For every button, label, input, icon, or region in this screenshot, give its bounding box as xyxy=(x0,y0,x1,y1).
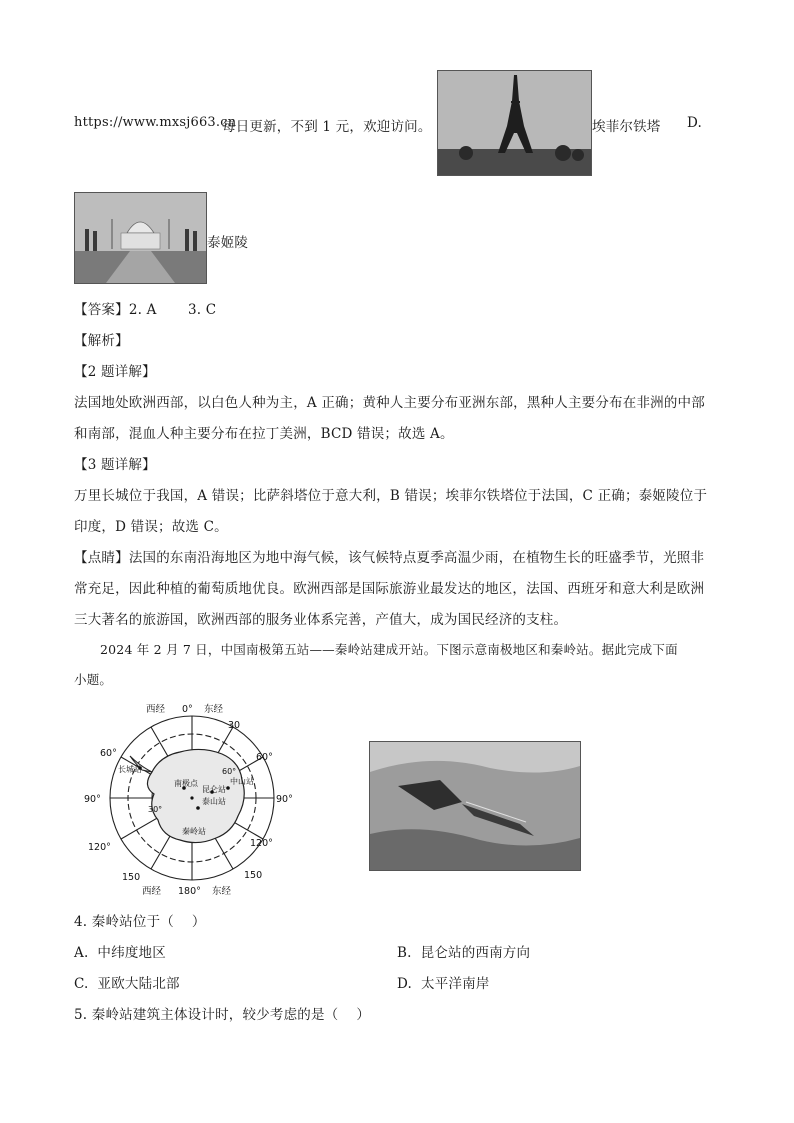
q4-stem: 4. 秦岭站位于（ ） xyxy=(74,914,206,930)
map-bottom-left: 西经 xyxy=(142,886,162,897)
tip-text1: 法国的东南沿海地区为地中海气候，该气候特点夏季高温少雨，在植物生长的旺盛季节，光照非 xyxy=(128,550,705,566)
map-deg-90-right: 90° xyxy=(276,794,293,805)
q2-line1: 法国地处欧洲西部，以白色人种为主，A 正确；黄种人主要分布亚洲东部，黑种人主要分布在非洲的中部 xyxy=(74,395,705,411)
q3-line1: 万里长城位于我国，A 错误；比萨斜塔位于意大利，B 错误；埃菲尔铁塔位于法国，C 正确；泰姬陵位于 xyxy=(74,488,708,504)
eiffel-tower-photo xyxy=(437,70,592,176)
qinling-station-icon xyxy=(370,742,580,870)
station-taishan: 泰山站 xyxy=(202,797,226,806)
q3-line2: 印度，D 错误；故选 C。 xyxy=(74,519,228,535)
answer-tag: 【答案】 xyxy=(74,302,129,318)
tip-line3: 三大著名的旅游国，欧洲西部的服务业体系完善，产值大，成为国民经济的支柱。 xyxy=(74,612,568,628)
source-url[interactable]: https://www.mxsj663.cn xyxy=(74,115,237,130)
intro-line2: 小题。 xyxy=(74,672,113,687)
taj-mahal-photo xyxy=(74,192,207,284)
analysis-tag: 【解析】 xyxy=(74,333,129,349)
map-deg-150-right: 150 xyxy=(244,870,263,881)
tip-line1 xyxy=(74,546,704,566)
map-top-left: 西经 xyxy=(146,704,166,715)
antarctica-polar-map xyxy=(82,700,302,900)
q4-option-c[interactable]: C. 亚欧大陆北部 xyxy=(74,976,180,992)
option-d-letter: D. xyxy=(687,115,703,131)
map-top-right: 东经 xyxy=(204,704,224,715)
station-zhongshan: 中山站 xyxy=(230,777,254,786)
answer-line xyxy=(74,298,216,318)
q5-stem: 5. 秦岭站建筑主体设计时，较少考虑的是（ ） xyxy=(74,1007,371,1023)
tip-tag: 【点睛】 xyxy=(74,550,129,566)
source-slogan: 每日更新，不到 1 元，欢迎访问。 xyxy=(222,119,432,135)
qinling-station-photo xyxy=(369,741,581,871)
intro-line1: 2024 年 2 月 7 日，中国南极第五站——秦岭站建成开站。下图示意南极地区和秦岭站。据此完成下面 xyxy=(100,642,678,657)
q2-tag: 【2 题详解】 xyxy=(74,364,156,380)
map-deg-90-left: 90° xyxy=(84,794,101,805)
map-bottom-right: 东经 xyxy=(212,886,232,897)
tip-line2: 常充足，因此种植的葡萄质地优良。欧洲西部是国际旅游业最发达的地区，法国、西班牙和意大利是欧洲 xyxy=(74,581,705,597)
answer-text: 2. A 3. C xyxy=(128,302,217,318)
q2-line2: 和南部，混血人种主要分布在拉丁美洲，BCD 错误；故选 A。 xyxy=(74,426,454,442)
map-deg-120-left: 120° xyxy=(88,842,111,853)
map-deg-150-left: 150 xyxy=(122,872,141,883)
map-deg-60-right: 60° xyxy=(256,752,273,763)
q4-option-d[interactable]: D. 太平洋南岸 xyxy=(397,976,490,992)
station-south-pole: 南极点 xyxy=(174,779,198,788)
eiffel-tower-icon xyxy=(438,71,591,175)
taj-mahal-icon xyxy=(75,193,206,283)
map-deg-120-right: 120° xyxy=(250,838,273,849)
q4-option-a[interactable]: A. 中纬度地区 xyxy=(74,945,166,961)
taj-label: 泰姬陵 xyxy=(207,235,249,251)
map-deg-30: 30 xyxy=(228,720,241,731)
q3-tag: 【3 题详解】 xyxy=(74,457,156,473)
station-changcheng: 长城站 xyxy=(118,765,142,774)
option-c-label: 埃菲尔铁塔 xyxy=(592,119,661,135)
q4-option-b[interactable]: B. 昆仑站的西南方向 xyxy=(397,945,531,961)
map-bottom-center: 180° xyxy=(178,886,201,897)
map-deg-60-left: 60° xyxy=(100,748,117,759)
station-qinling: 秦岭站 xyxy=(182,827,206,836)
map-top-center: 0° xyxy=(182,704,193,715)
station-kunlun: 昆仑站 xyxy=(202,785,226,794)
map-lat-60: 60° xyxy=(222,767,237,776)
map-lat-30: 30° xyxy=(148,805,163,814)
